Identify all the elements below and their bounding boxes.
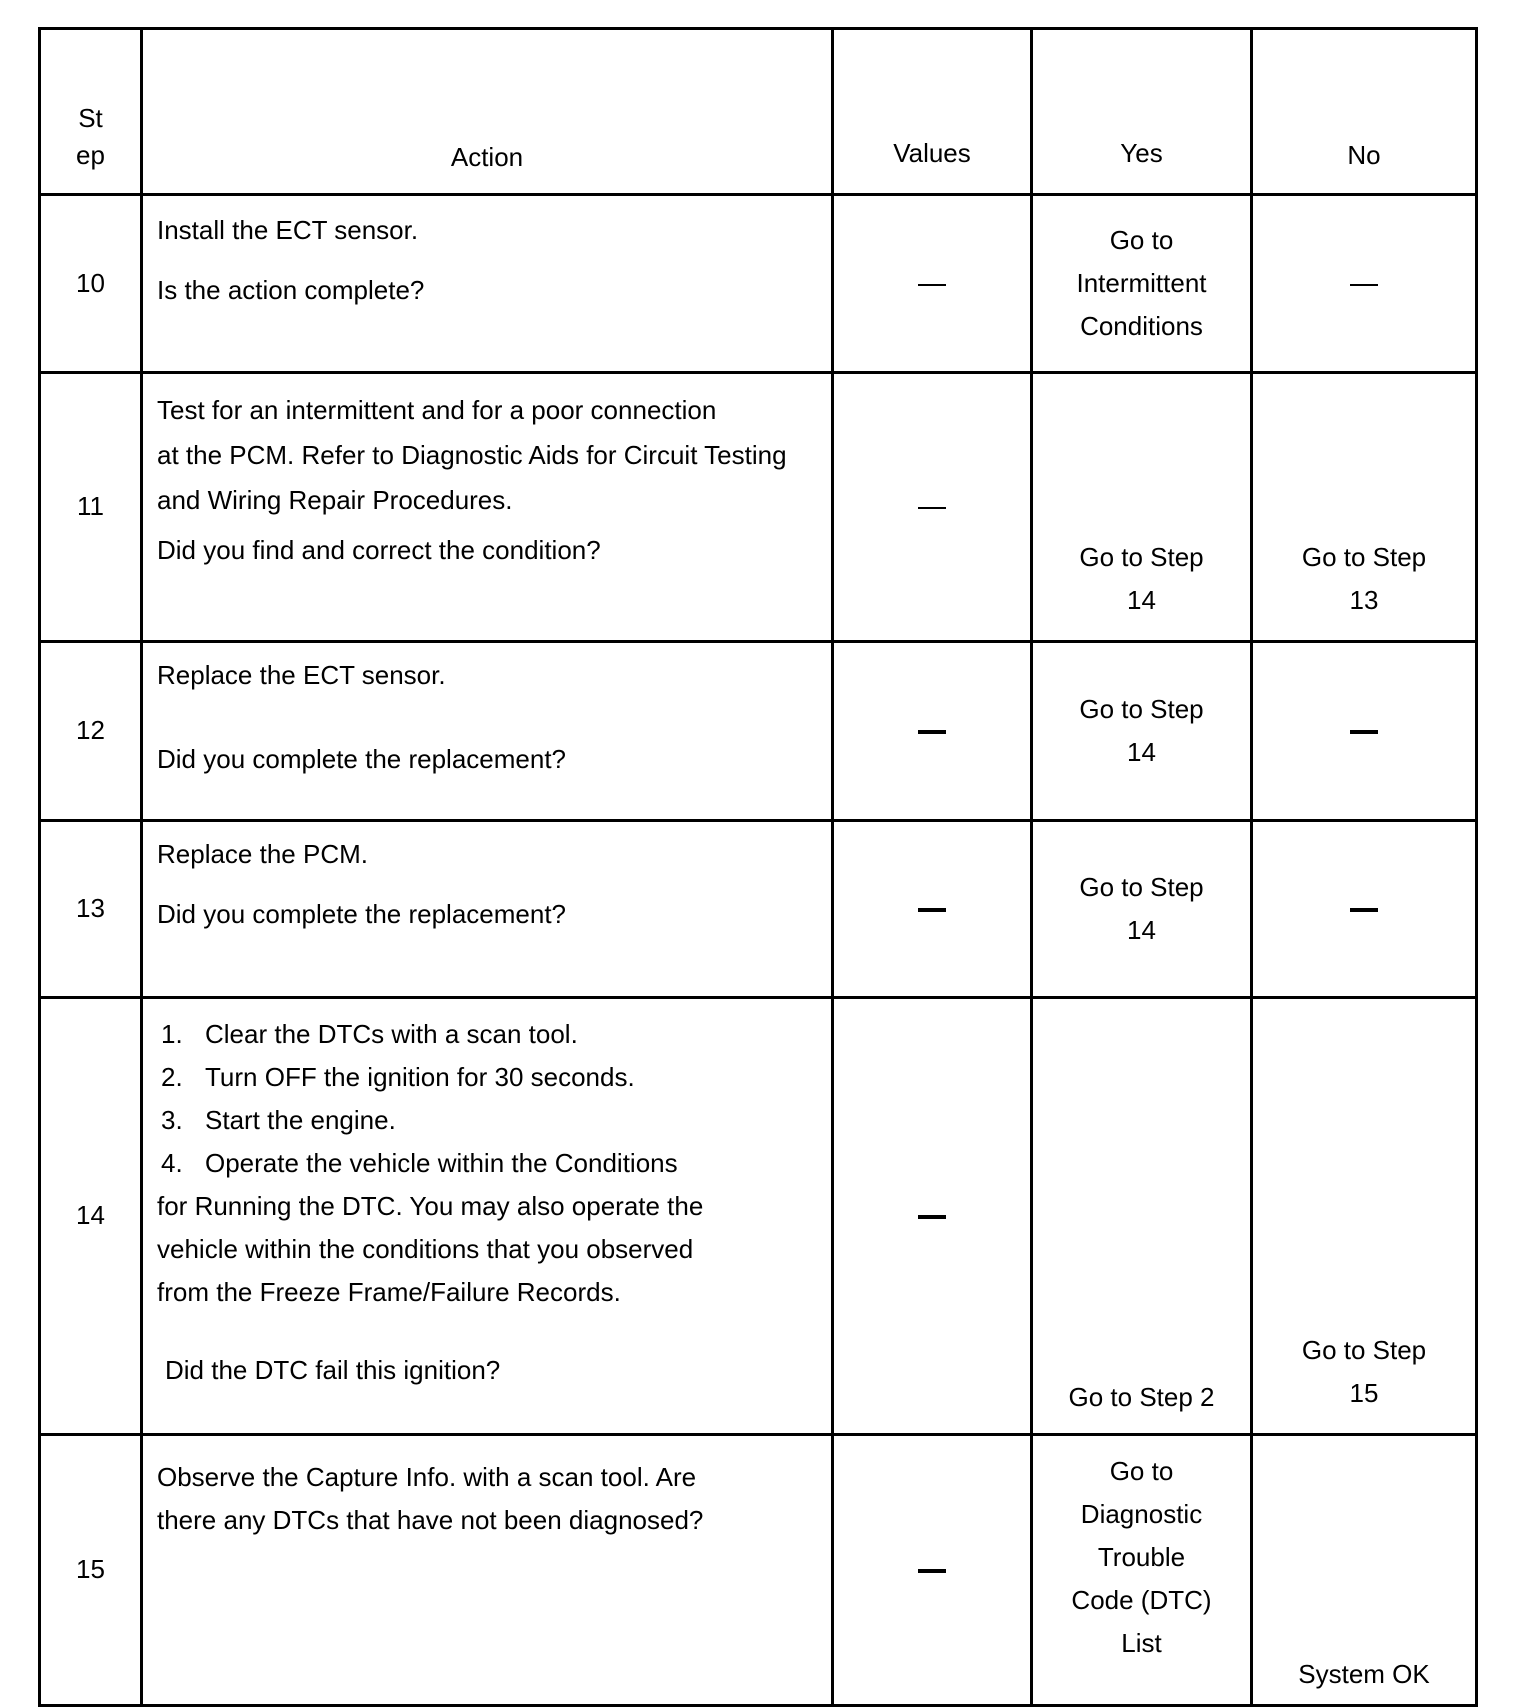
action-line: Observe the Capture Info. with a scan tool. Are	[157, 1462, 697, 1492]
no-cell	[1252, 195, 1477, 373]
no-cell	[1252, 821, 1477, 998]
yes-line: Go to	[1109, 225, 1174, 255]
action-question: Did you find and correct the condition?	[157, 535, 601, 565]
yes-line: Go to Step	[1079, 694, 1204, 724]
yes-line: Go to Step 2	[1068, 1382, 1215, 1413]
list-number: 3.	[161, 1105, 183, 1135]
yes-line: Intermittent	[1076, 268, 1207, 298]
action-step-list	[157, 1013, 819, 1185]
list-item	[161, 1099, 819, 1142]
action-line: Replace the ECT sensor.	[157, 660, 446, 690]
action-question: Is the action complete?	[157, 274, 425, 305]
yes-line: List	[1121, 1628, 1162, 1658]
values-cell	[833, 1435, 1032, 1706]
list-text: Operate the vehicle within the Conditions	[205, 1148, 678, 1178]
list-text: Clear the DTCs with a scan tool.	[205, 1019, 578, 1049]
action-cell	[142, 642, 833, 821]
header-step-line-2: ep	[76, 140, 105, 171]
dash-mark	[918, 1569, 946, 1573]
yes-line: 14	[1127, 915, 1156, 945]
yes-cell	[1032, 642, 1252, 821]
list-number: 2.	[161, 1062, 183, 1092]
action-cell	[142, 195, 833, 373]
action-cell	[142, 998, 833, 1435]
list-text: Turn OFF the ignition for 30 seconds.	[205, 1062, 635, 1092]
no-line: Go to Step	[1301, 1335, 1427, 1365]
action-line: Replace the PCM.	[157, 839, 368, 869]
table-row	[40, 998, 1477, 1435]
action-question: there any DTCs that have not been diagnosed?	[157, 1505, 704, 1535]
step-number: 11	[40, 373, 142, 642]
dash-mark	[918, 507, 946, 509]
action-line: for Running the DTC. You may also operate the	[157, 1191, 704, 1221]
dash-mark	[918, 1215, 946, 1219]
step-number: 13	[40, 821, 142, 998]
step-number: 12	[40, 642, 142, 821]
no-cell	[1252, 642, 1477, 821]
yes-line: Conditions	[1080, 311, 1203, 341]
no-line: Go to Step	[1301, 542, 1427, 572]
action-line: and Wiring Repair Procedures.	[157, 485, 513, 515]
values-cell	[833, 373, 1032, 642]
header-no: No	[1252, 29, 1477, 195]
action-cell	[142, 821, 833, 998]
dash-mark	[918, 284, 946, 286]
yes-cell	[1032, 373, 1252, 642]
dash-mark	[918, 730, 946, 734]
yes-line: Diagnostic	[1080, 1499, 1203, 1529]
dash-mark	[1350, 730, 1378, 734]
no-line: System OK	[1298, 1659, 1430, 1690]
no-line: 15	[1349, 1378, 1379, 1408]
list-text: Start the engine.	[205, 1105, 396, 1135]
list-item	[161, 1013, 819, 1056]
values-cell	[833, 821, 1032, 998]
header-step-line-1: St	[78, 102, 103, 133]
no-cell	[1252, 1435, 1477, 1706]
diagnostic-table-page	[38, 27, 1475, 1707]
header-values: Values	[833, 29, 1032, 195]
values-cell	[833, 195, 1032, 373]
step-number: 14	[40, 998, 142, 1435]
dash-mark	[1350, 908, 1378, 912]
yes-line: Go to Step	[1079, 872, 1204, 902]
action-question: Did you complete the replacement?	[157, 743, 567, 774]
list-item	[161, 1056, 819, 1099]
yes-cell	[1032, 1435, 1252, 1706]
action-line: Test for an intermittent and for a poor connection	[157, 395, 717, 425]
no-cell	[1252, 373, 1477, 642]
action-line: at the PCM. Refer to Diagnostic Aids for Circuit Testing	[157, 440, 787, 470]
values-cell	[833, 642, 1032, 821]
list-item	[161, 1142, 819, 1185]
action-question: Did the DTC fail this ignition?	[165, 1355, 501, 1385]
list-number: 1.	[161, 1019, 183, 1049]
header-step	[40, 29, 142, 195]
values-cell	[833, 998, 1032, 1435]
yes-line: Go to	[1109, 1456, 1174, 1486]
no-line: 13	[1349, 585, 1379, 615]
step-number: 15	[40, 1435, 142, 1706]
dash-mark	[918, 908, 946, 912]
list-number: 4.	[161, 1148, 183, 1178]
dash-mark	[1350, 284, 1378, 286]
table-row	[40, 373, 1477, 642]
yes-cell	[1032, 821, 1252, 998]
yes-cell	[1032, 195, 1252, 373]
yes-cell	[1032, 998, 1252, 1435]
diagnostic-table	[38, 27, 1478, 1707]
yes-line: Go to Step	[1079, 542, 1204, 572]
action-line: from the Freeze Frame/Failure Records.	[157, 1277, 621, 1307]
header-action: Action	[142, 29, 833, 195]
action-cell	[142, 373, 833, 642]
yes-line: Trouble	[1097, 1542, 1186, 1572]
action-line: Install the ECT sensor.	[157, 215, 419, 245]
step-number: 10	[40, 195, 142, 373]
no-cell	[1252, 998, 1477, 1435]
yes-line: 14	[1127, 585, 1156, 615]
action-question: Did you complete the replacement?	[157, 898, 567, 929]
action-line: vehicle within the conditions that you observed	[157, 1234, 694, 1264]
table-row	[40, 821, 1477, 998]
yes-line: Code (DTC)	[1071, 1585, 1212, 1615]
header-yes: Yes	[1032, 29, 1252, 195]
table-row	[40, 195, 1477, 373]
action-cell	[142, 1435, 833, 1706]
table-row	[40, 642, 1477, 821]
table-row	[40, 1435, 1477, 1706]
table-header-row	[40, 29, 1477, 195]
yes-line: 14	[1127, 737, 1156, 767]
